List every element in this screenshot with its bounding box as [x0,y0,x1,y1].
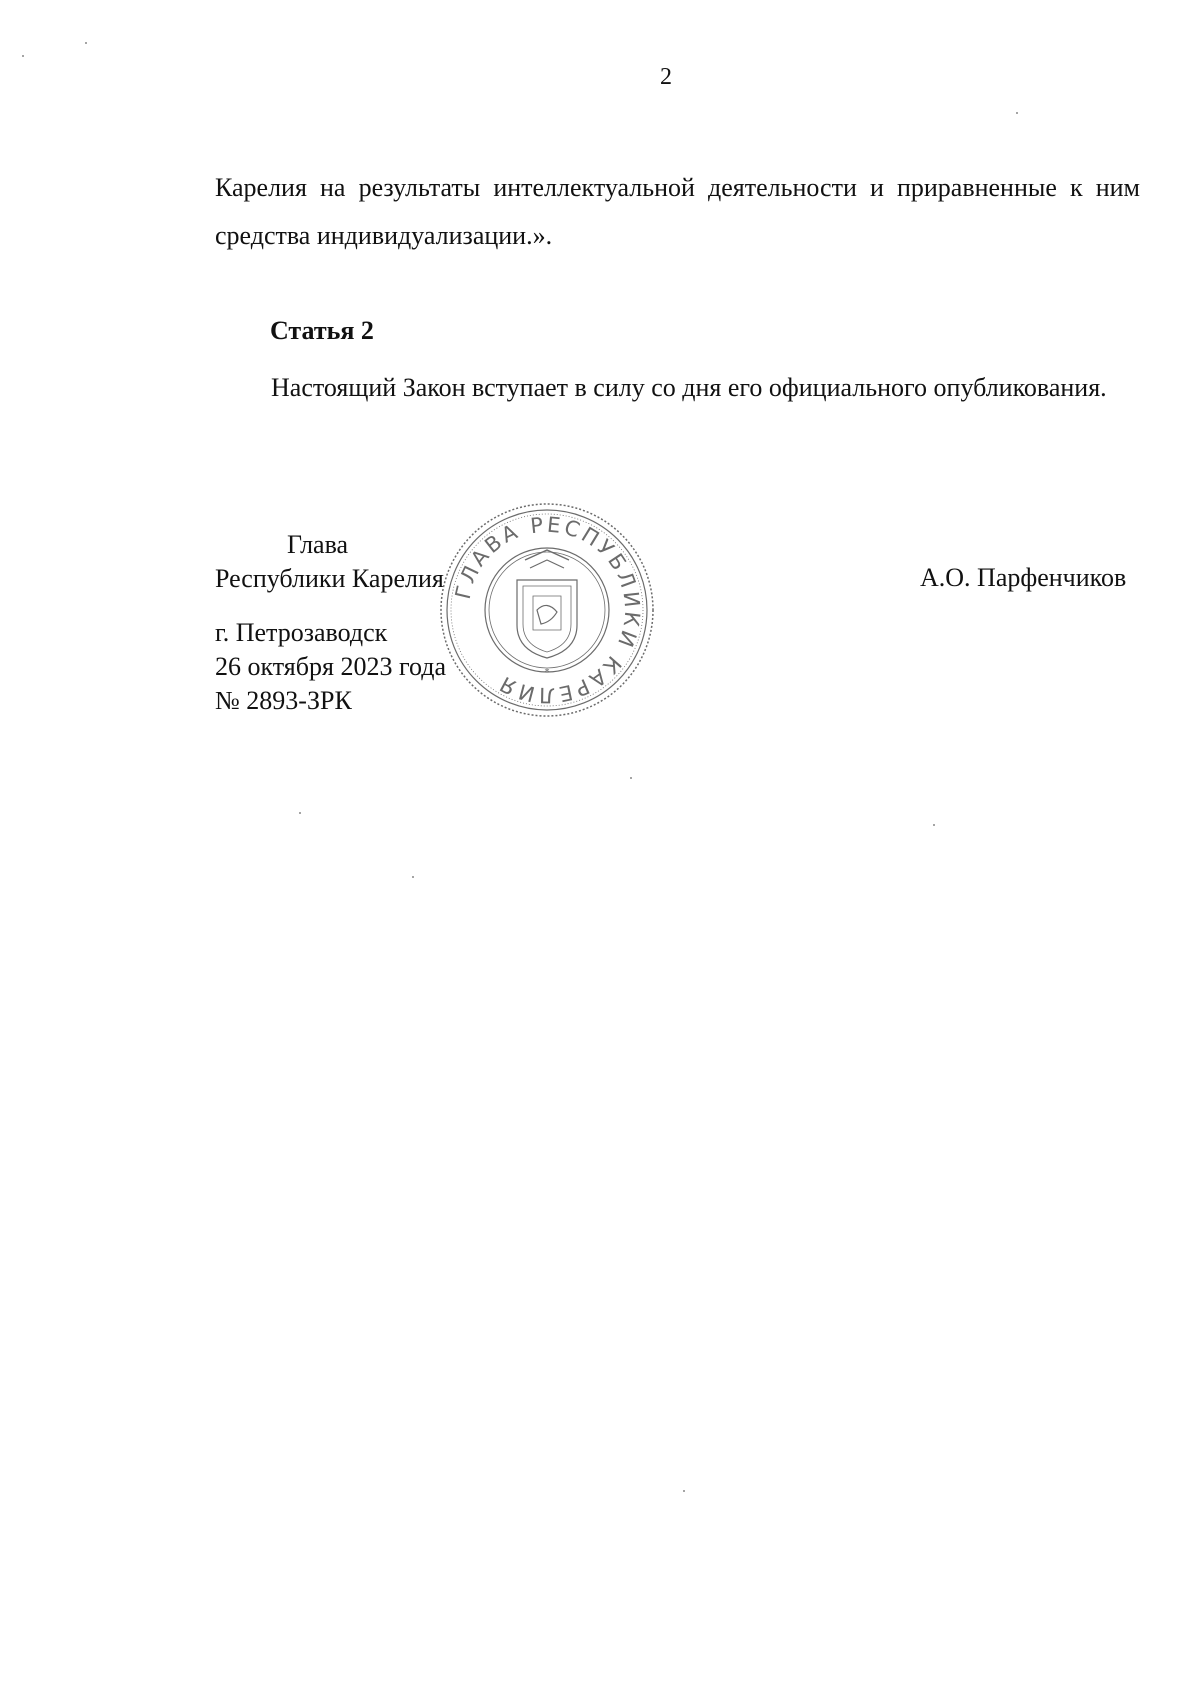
svg-text:ГЛАВА РЕСПУБЛИКИ КАРЕЛИЯ: ГЛАВА РЕСПУБЛИКИ КАРЕЛИЯ [450,512,645,708]
scan-speck [85,42,87,44]
law-number: № 2893-ЗРК [215,686,352,715]
svg-text:*: * [544,667,550,678]
signature-title [215,528,444,596]
scan-speck [22,55,24,57]
signature-title-line1: Глава [287,530,349,559]
scan-speck [683,1490,685,1492]
signatory-name: А.О. Парфенчиков [920,563,1127,592]
article-paragraph: Настоящий Закон вступает в силу со дня его официального опубликования. [271,373,1107,402]
continuation-paragraph: Карелия на результаты интеллектуальной деятельности и приравненные к ним средства индивидуализации.». [215,173,1140,250]
city: г. Петрозаводск [215,618,388,647]
scan-speck [299,812,301,814]
page-number: 2 [660,64,672,90]
scan-speck [1016,112,1018,114]
article-heading: Статья 2 [270,316,374,345]
scan-speck [630,777,632,779]
scan-speck [933,824,935,826]
scan-speck [412,876,414,878]
official-seal-stamp [437,500,657,720]
place-date-block [215,616,446,718]
signature-title-line2: Республики Карелия [215,564,444,593]
signing-date: 26 октября 2023 года [215,652,446,681]
